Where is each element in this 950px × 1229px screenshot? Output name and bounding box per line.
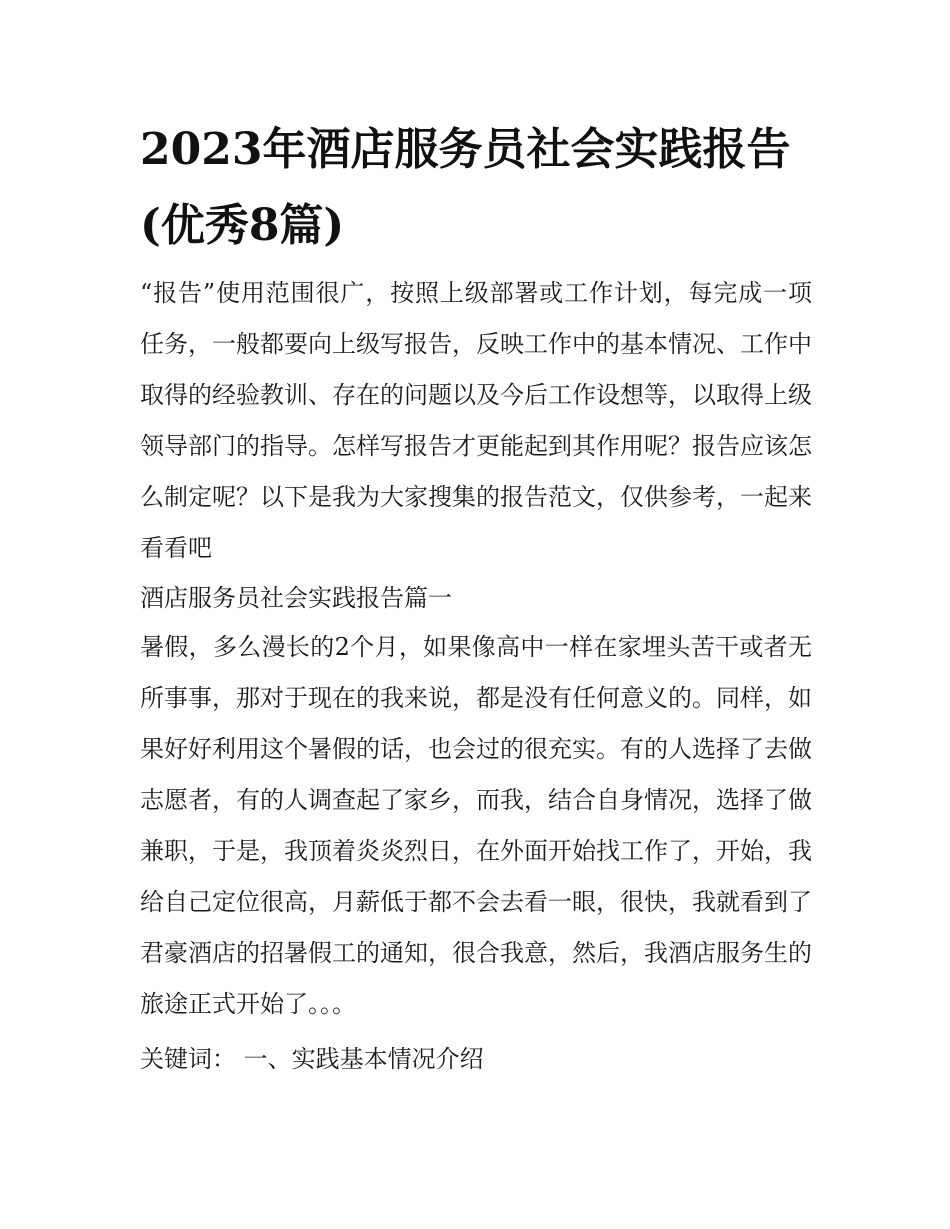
document-title: 2023年酒店服务员社会实践报告(优秀8篇) — [140, 124, 791, 251]
keywords-line: 关键词： 一、实践基本情况介绍 — [140, 1045, 484, 1073]
intro-paragraph: “报告”使用范围很广，按照上级部署或工作计划，每完成一项任务，一般都要向上级写报告，反映工作中的基本情况、工作中取得的经验教训、存在的问题以及今后工作设想等，以取得上级领导部门的指导。怎样写报告才更能起到其作用呢？报告应该怎么制定呢？以下是我为大家搜集的报告范文，仅供参考，一起来看看吧 — [140, 279, 812, 562]
body-paragraph: 暑假，多么漫长的2个月，如果像高中一样在家埋头苦干或者无所事事，那对于现在的我来说，都是没有任何意义的。同样，如果好好利用这个暑假的话，也会过的很充实。有的人选择了去做志愿者，有的人调查起了家乡，而我，结合自身情况，选择了做兼职，于是，我顶着炎炎烈日，在外面开始找工作了，开始，我给自己定位很高，月薪低于都不会去看一眼，很快，我就看到了君豪酒店的招暑假工的通知，很合我意，然后，我酒店服务生的旅途正式开始了。。。 — [140, 633, 812, 1018]
document-page — [140, 112, 812, 1085]
section-heading: 酒店服务员社会实践报告篇一 — [140, 584, 452, 612]
